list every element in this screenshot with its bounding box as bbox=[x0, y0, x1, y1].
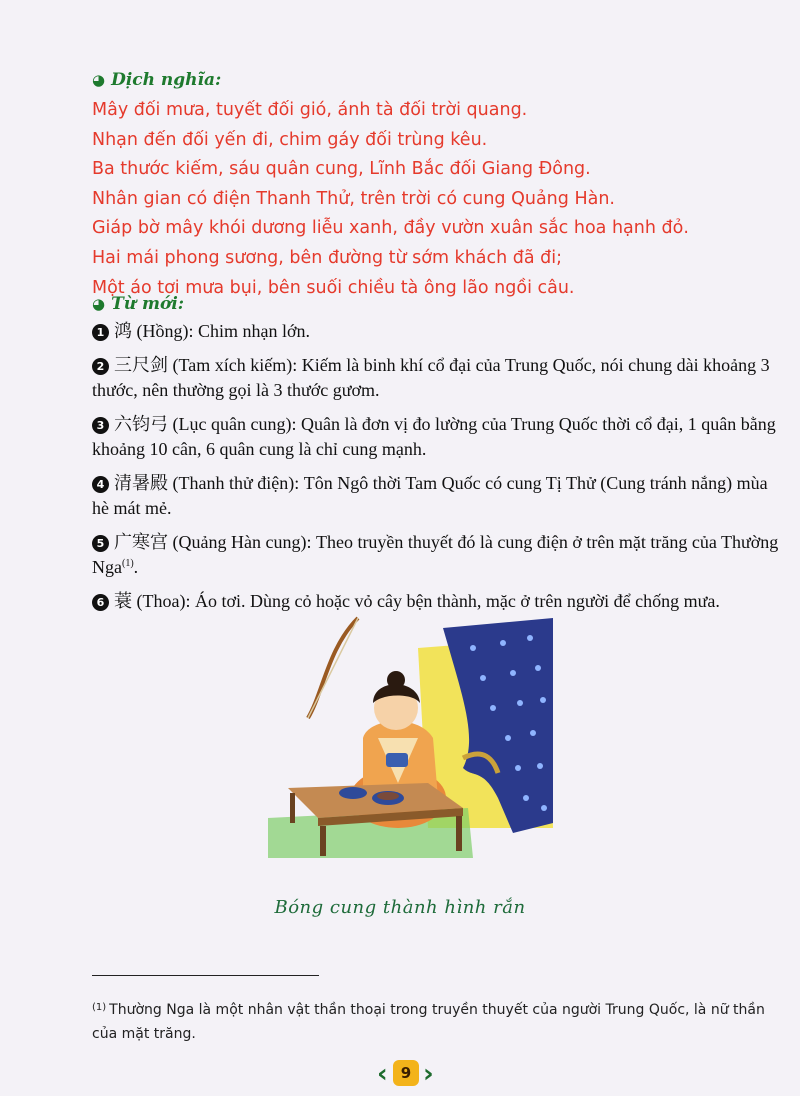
footnote-marker: (1) bbox=[92, 1002, 107, 1013]
vocab-entry: 3 六钧弓 (Lục quân cung): Quân là đơn vị đo lường của Trung Quốc thời cổ đại, 1 quân bằng khoảng 10 cân, 6 quân cung là chỉ cung mạnh. bbox=[92, 414, 776, 459]
poem-line: Nhân gian có điện Thanh Thử, trên trời có cung Quảng Hàn. bbox=[92, 188, 615, 209]
number-badge: 5 bbox=[92, 535, 109, 552]
vocab-entry: 5 广寒宫 (Quảng Hàn cung): Theo truyền thuyết đó là cung điện ở trên mặt trăng của Thường Nga$^{(1)}$. bbox=[92, 532, 779, 577]
illustration bbox=[268, 608, 568, 858]
poem-line: Mây đối mưa, tuyết đối gió, ánh tà đối trời quang. bbox=[92, 100, 528, 120]
bow-string bbox=[308, 618, 358, 718]
footnote bbox=[92, 996, 782, 1046]
poem-line: Nhạn đến đối yến đi, chim gáy đối trùng kêu. bbox=[92, 129, 488, 150]
poem-line: Ba thước kiếm, sáu quân cung, Lĩnh Bắc đối Giang Đông. bbox=[92, 159, 591, 180]
poem-translation bbox=[92, 96, 752, 303]
number-badge: 2 bbox=[92, 358, 109, 375]
vocab-entry: 1 鸿 (Hồng): Chim nhạn lớn. bbox=[92, 319, 782, 344]
bullet-icon: ◕ bbox=[92, 295, 106, 313]
number-badge: 1 bbox=[92, 324, 109, 341]
cup bbox=[386, 753, 408, 767]
poem-line: Hai mái phong sương, bên đường từ sớm khách đã đi; bbox=[92, 247, 563, 268]
vocab-heading: ◕ Từ mới: bbox=[92, 294, 185, 314]
vocab-entry: 6 蓑 (Thoa): Áo tơi. Dùng cỏ hoặc vỏ cây bện thành, mặc ở trên người để chống mưa. bbox=[92, 589, 782, 614]
bowl bbox=[339, 787, 367, 799]
table-leg bbox=[320, 826, 326, 856]
number-badge: 6 bbox=[92, 594, 109, 611]
table-leg bbox=[290, 793, 295, 823]
number-badge: 4 bbox=[92, 476, 109, 493]
table-leg bbox=[456, 816, 462, 851]
page-number-badge bbox=[377, 1058, 437, 1090]
footnote-text: Thường Nga là một nhân vật thần thoại trong truyền thuyết của người Trung Quốc, là nữ thần của mặt trăng. bbox=[92, 1002, 765, 1042]
vocab-list bbox=[92, 319, 782, 623]
hair-bun bbox=[387, 671, 405, 689]
food bbox=[377, 792, 399, 800]
number-badge: 3 bbox=[92, 417, 109, 434]
poem-line: Một áo tơi mưa bụi, bên suối chiều tà ông lão ngồi câu. bbox=[92, 277, 575, 298]
poem-line: Giáp bờ mây khói dương liễu xanh, đầy vườn xuân sắc hoa hạnh đỏ. bbox=[92, 218, 689, 239]
chevron-right-icon: › bbox=[423, 1059, 434, 1089]
vocab-entry: 4 清暑殿 (Thanh thử điện): Tôn Ngô thời Tam Quốc có cung Tị Thử (Cung tránh nắng) mùa hè mát mẻ. bbox=[92, 473, 768, 518]
footnote-ref: (1) bbox=[122, 558, 134, 569]
illustration-caption: Bóng cung thành hình rắn bbox=[274, 897, 526, 918]
footnote-divider bbox=[92, 975, 319, 976]
chevron-left-icon: ‹ bbox=[377, 1059, 388, 1089]
vocab-entry: 2 三尺剑 (Tam xích kiếm): Kiếm là binh khí cổ đại của Trung Quốc, nói chung dài khoảng 3 thước, nên thường gọi là 3 thước gươm. bbox=[92, 355, 770, 400]
meaning-heading: ◕ Dịch nghĩa: bbox=[92, 70, 222, 90]
page-number: 9 bbox=[393, 1060, 419, 1086]
bullet-icon: ◕ bbox=[92, 71, 106, 89]
